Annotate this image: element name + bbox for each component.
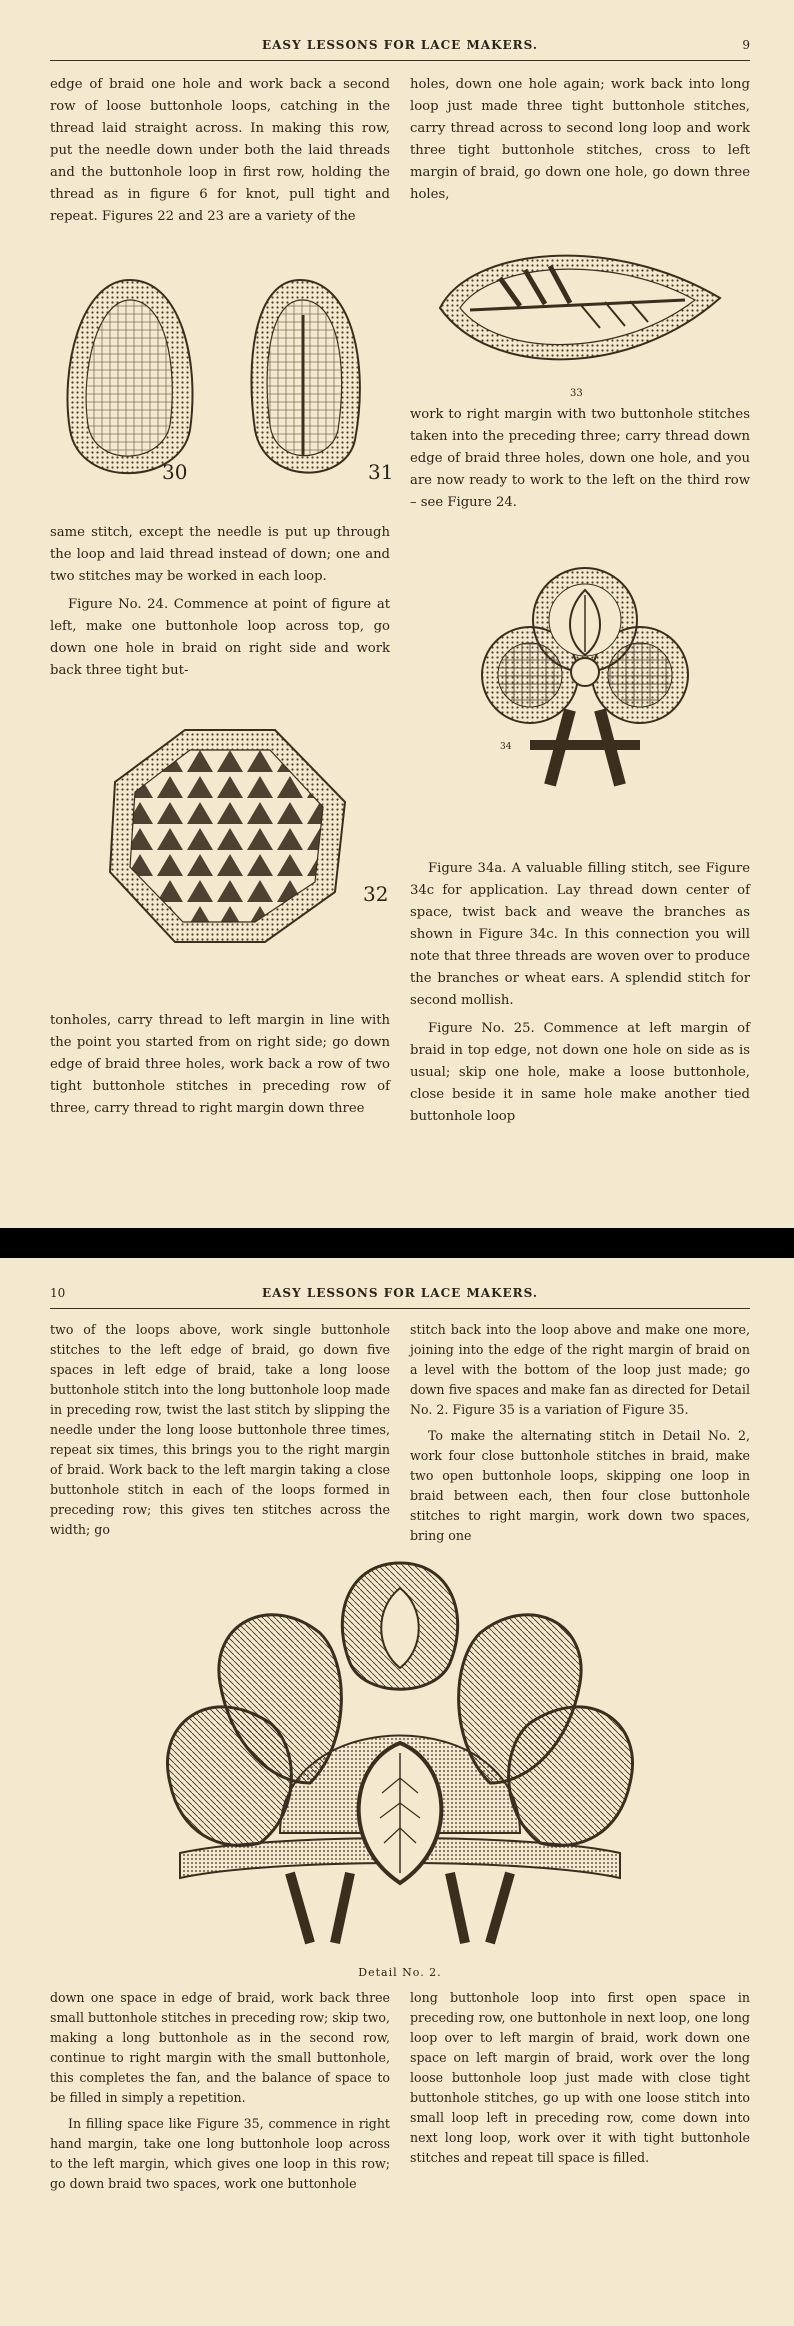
figure-label-33: 33: [570, 388, 583, 399]
header-title: EASY LESSONS FOR LACE MAKERS.: [261, 1286, 539, 1300]
left-column-bottom: [50, 1010, 390, 1126]
running-header: [50, 38, 750, 61]
left-column-mid: [50, 522, 390, 688]
paragraph: two of the loops above, work single buttonhole stitches to the left edge of braid, go down five spaces in left edge of braid, take a long loose buttonhole stitch into the long buttonhole loop made in preceding row, twist the last stitch by slipping the needle under the long loose buttonhole three times, repeat six times, this brings you to the right margin of braid. Work back to the left margin taking a close buttonhole stitch in each of the loops formed in preceding row; this gives ten stitches across the width; go: [50, 1322, 390, 1537]
page-10: [0, 1258, 794, 2326]
figure-34: [470, 560, 700, 800]
paragraph: down one space in edge of braid, work back three small buttonhole stitches in preceding row; skip two, making a long buttonhole as in the second row, continue to right margin with the small buttonhole, this completes the fan, and the balance of space to be filled in simply a repetition.: [50, 1990, 390, 2105]
right-column-mid: [410, 404, 750, 520]
paragraph: Figure 34a. A valuable filling stitch, see Figure 34c for application. Lay thread down center of space, twist back and weave the branches as shown in Figure 34c. In this connection you will note that three threads are woven over to produce the branches or wheat ears. A splendid stitch for second mollish.: [410, 861, 750, 1008]
paragraph: To make the alternating stitch in Detail No. 2, work four close buttonhole stitches in braid, make two open buttonhole loops, skipping one loop in braid between each, then four close buttonhole stitches to right margin, work down two spaces, bring one: [410, 1428, 750, 1543]
lace-clover-illustration: [470, 560, 700, 800]
paragraph: long buttonhole loop into first open space in preceding row, one buttonhole in next loop, one long loop over to left margin of braid, work down one space on left margin of braid, work over the long loose buttonhole loop just made with close tight buttonhole stitches, go up with one loose stitch into small loop left in preceding row, come down into next long loop, work over it with tight buttonhole stitches and repeat till space is filled.: [410, 1990, 750, 2165]
left-column-top: [50, 74, 390, 234]
figure-caption: Detail No. 2.: [358, 1966, 442, 1979]
paragraph: In filling space like Figure 35, commence in right hand margin, take one long buttonhole loop across to the left margin, which gives one loop in this row; go down braid two spaces, work one buttonhole: [50, 2116, 390, 2191]
left-column-bottom: [50, 1988, 390, 2200]
figure-33: [430, 238, 730, 399]
figure-32: [95, 722, 389, 952]
paragraph: Figure No. 25. Commence at left margin of braid in top edge, not down one hole on side as is usual; skip one hole, make a loose buttonhole, close beside it in same hole make another tied buttonhole loop: [410, 1021, 750, 1124]
paragraph: tonholes, carry thread to left margin in line with the point you started from on right side; go down edge of braid three holes, work back a row of two tight buttonhole stitches in preceding row of three, carry thread to right margin down three: [50, 1013, 390, 1116]
page-number: 9: [742, 38, 750, 52]
paragraph: Figure No. 24. Commence at point of figure at left, make one buttonhole loop across top, go down one hole in braid on right side and work back three tight but-: [50, 597, 390, 678]
page-separator: [0, 1228, 794, 1258]
paragraph: work to right margin with two buttonhole stitches taken into the preceding three; carry thread down edge of braid three holes, down one hole, and you are now ready to work to the left on the third row – see Figure 24.: [410, 407, 750, 510]
right-column-top: [410, 1320, 750, 1552]
figure-label-30: 30: [162, 460, 188, 484]
lace-hexagon-illustration: [95, 722, 365, 952]
lace-fan-illustration: [150, 1553, 650, 1963]
detail-no-2-figure: [150, 1553, 650, 1963]
figure-30-31: [50, 270, 400, 510]
header-title: EASY LESSONS FOR LACE MAKERS.: [261, 38, 539, 52]
page-number: 10: [50, 1286, 66, 1300]
figure-label-34: 34: [500, 742, 512, 752]
right-column-bottom: [410, 1988, 750, 2174]
paragraph: holes, down one hole again; work back into long loop just made three tight buttonhole stitches, carry thread across to second long loop and work three tight buttonhole stitches, cross to left margin of braid, go down one hole, go down three holes,: [410, 77, 750, 202]
left-column-top: [50, 1320, 390, 1546]
lace-drops-illustration: [50, 270, 400, 510]
paragraph: edge of braid one hole and work back a second row of loose buttonhole loops, catching in the thread laid straight across. In making this row, put the needle down under both the laid threads and the buttonhole loop in first row, holding the thread as in figure 6 for knot, pull tight and repeat. Figures 22 and 23 are a variety of the: [50, 77, 390, 224]
running-header: [50, 1286, 750, 1309]
paragraph: stitch back into the loop above and make one more, joining into the edge of the right margin of braid on a level with the bottom of the loop just made; go down five spaces and make fan as directed for Detail No. 2. Figure 35 is a variation of Figure 35.: [410, 1322, 750, 1417]
right-column-top: [410, 74, 750, 212]
figure-label-32: 32: [363, 882, 389, 906]
right-column-bottom: [410, 858, 750, 1134]
paragraph: same stitch, except the needle is put up through the loop and laid thread instead of down; one and two stitches may be worked in each loop.: [50, 525, 390, 584]
figure-label-31: 31: [368, 460, 394, 484]
lace-leaf-illustration: [430, 238, 730, 388]
